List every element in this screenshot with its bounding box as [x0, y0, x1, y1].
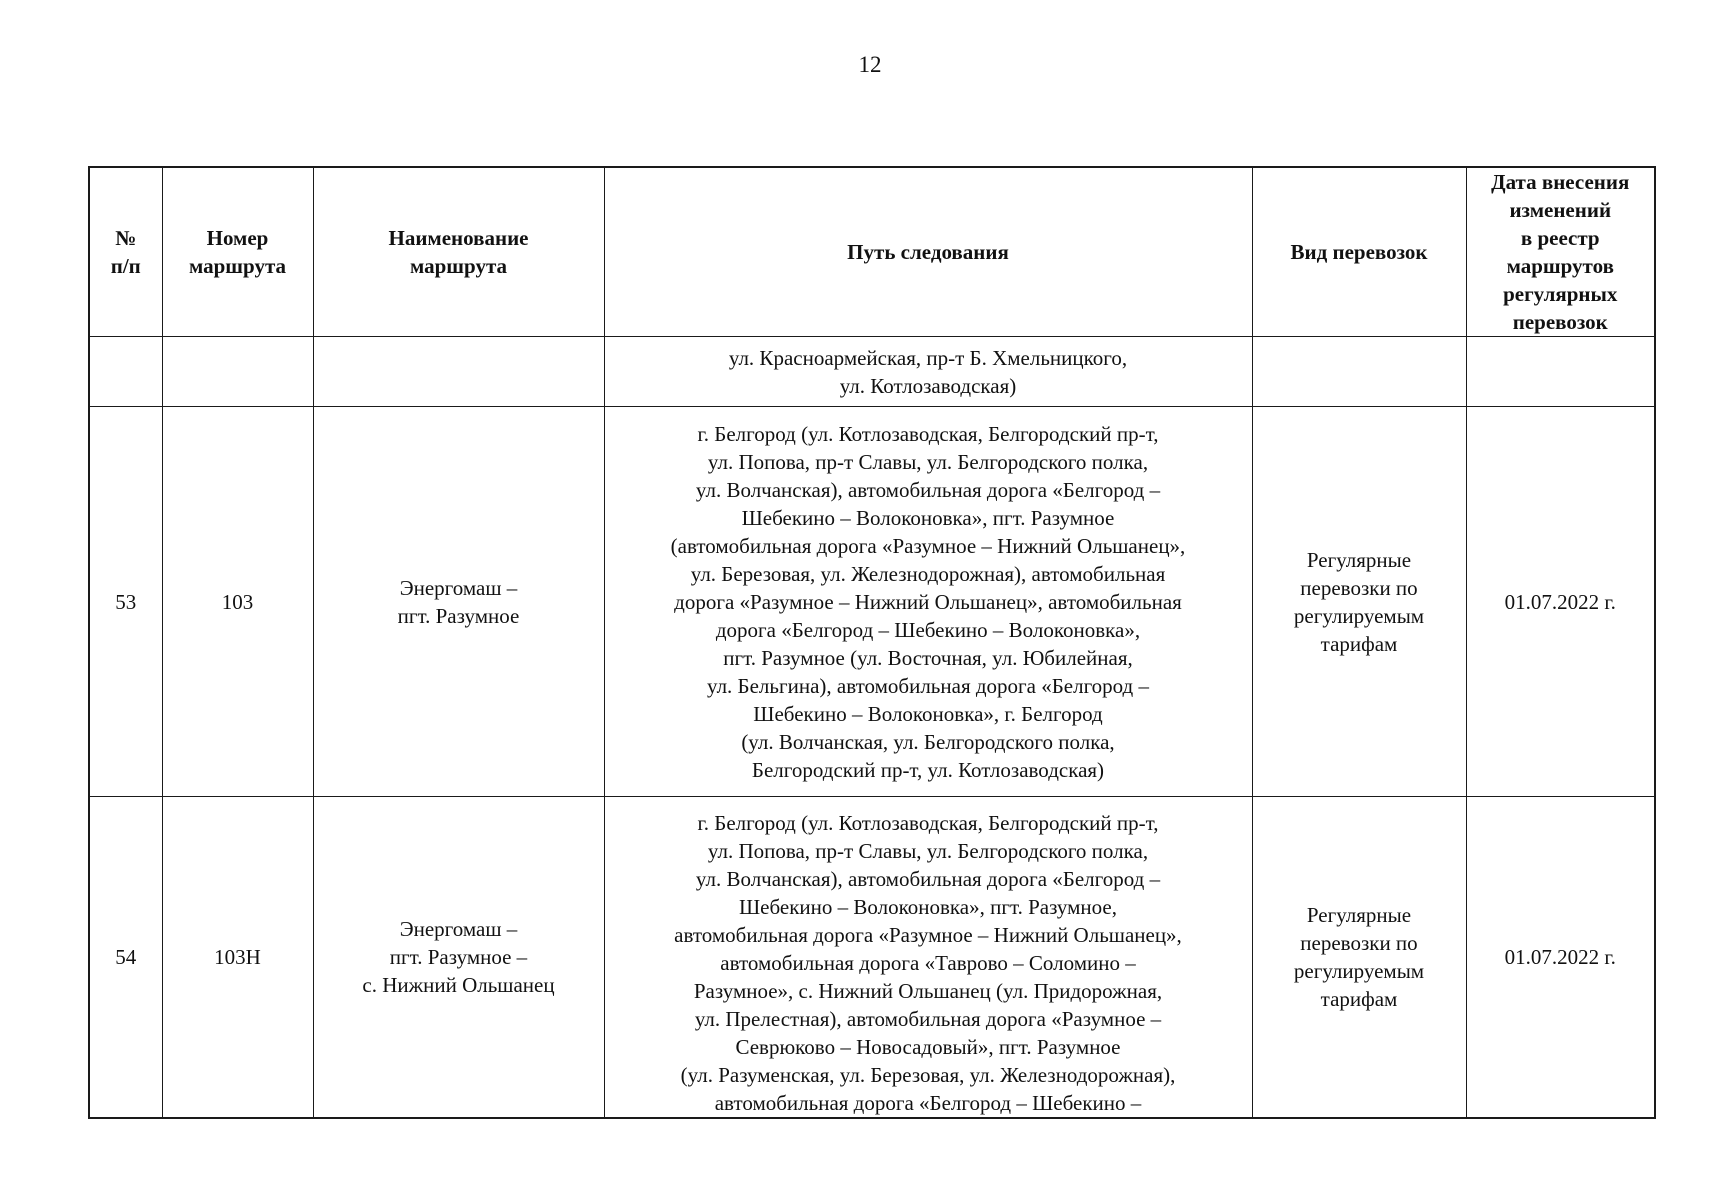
cell-empty [89, 337, 162, 407]
cell-route-number: 103 [162, 407, 313, 797]
cell-date: 01.07.2022 г. [1466, 407, 1655, 797]
cell-empty [162, 337, 313, 407]
cell-path: ул. Красноармейская, пр-т Б. Хмельницкого, ул. Котлозаводская) [604, 337, 1252, 407]
header-transport-type: Вид перевозок [1252, 167, 1466, 337]
table-row [89, 407, 1655, 797]
table-row-continuation [89, 337, 1655, 407]
cell-route-name: Энергомаш – пгт. Разумное [313, 407, 604, 797]
cell-route-name: Энергомаш – пгт. Разумное – с. Нижний Ольшанец [313, 797, 604, 1119]
cell-empty [313, 337, 604, 407]
table-row [89, 797, 1655, 1119]
cell-path: г. Белгород (ул. Котлозаводская, Белгородский пр-т, ул. Попова, пр-т Славы, ул. Белгородского полка, ул. Волчанская), автомобильная дорога «Белгород – Шебекино – Волоконовка», пгт. Разумное (автомобильная дорога «Разумное – Нижний Ольшанец», ул. Березовая, ул. Железнодорожная), автомобильная дорога «Разумное – Нижний Ольшанец», автомобильная дорога «Белгород – Шебекино – Волоконовка», пгт. Разумное (ул. Восточная, ул. Юбилейная, ул. Бельгина), автомобильная дорога «Белгород – Шебекино – Волоконовка», г. Белгород (ул. Волчанская, ул. Белгородского полка, Белгородский пр-т, ул. Котлозаводская) [604, 407, 1252, 797]
header-num: № п/п [89, 167, 162, 337]
cell-empty [1252, 337, 1466, 407]
header-row [89, 167, 1655, 337]
header-path: Путь следования [604, 167, 1252, 337]
header-route-number: Номер маршрута [162, 167, 313, 337]
cell-empty [1466, 337, 1655, 407]
header-date: Дата внесения изменений в реестр маршрутов регулярных перевозок [1466, 167, 1655, 337]
routes-registry-table [88, 166, 1656, 1119]
page-number: 12 [858, 52, 882, 77]
header-route-name: Наименование маршрута [313, 167, 604, 337]
cell-path: г. Белгород (ул. Котлозаводская, Белгородский пр-т, ул. Попова, пр-т Славы, ул. Белгородского полка, ул. Волчанская), автомобильная дорога «Белгород – Шебекино – Волоконовка», пгт. Разумное, автомобильная дорога «Разумное – Нижний Ольшанец», автомобильная дорога «Таврово – Соломино – Разумное», с. Нижний Ольшанец (ул. Придорожная, ул. Прелестная), автомобильная дорога «Разумное – Севрюково – Новосадовый», пгт. Разумное (ул. Разуменская, ул. Березовая, ул. Железнодорожная), автомобильная дорога «Белгород – Шебекино – [604, 797, 1252, 1119]
cell-num: 53 [89, 407, 162, 797]
cell-transport-type: Регулярные перевозки по регулируемым тарифам [1252, 407, 1466, 797]
cell-route-number: 103Н [162, 797, 313, 1119]
cell-date: 01.07.2022 г. [1466, 797, 1655, 1119]
cell-num: 54 [89, 797, 162, 1119]
cell-transport-type: Регулярные перевозки по регулируемым тарифам [1252, 797, 1466, 1119]
